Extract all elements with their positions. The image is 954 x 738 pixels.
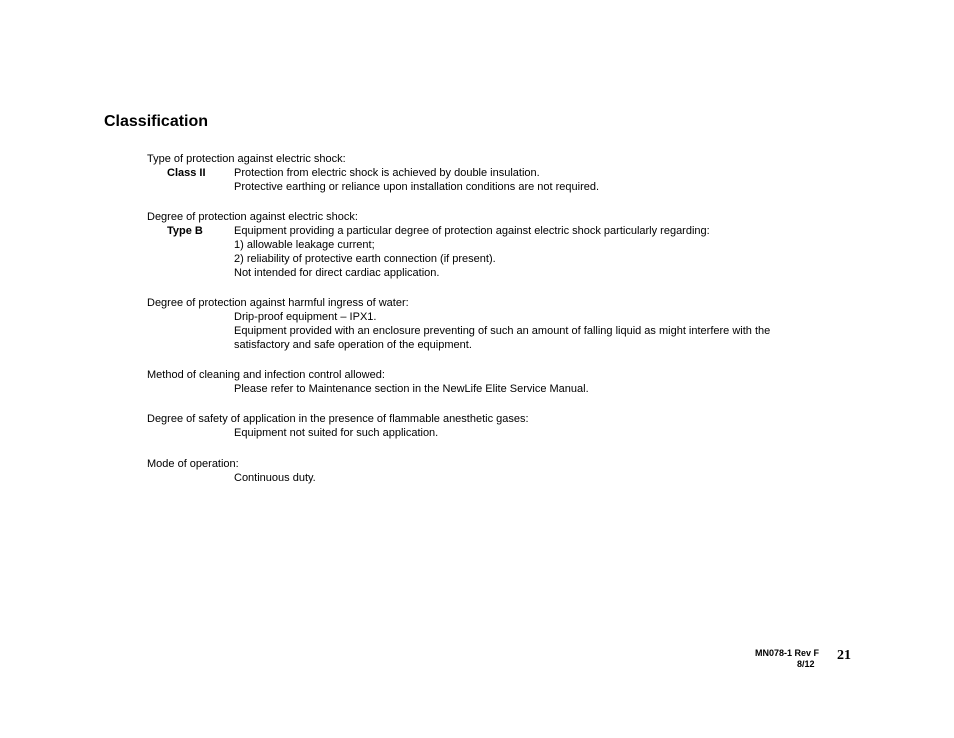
page-number: 21 <box>837 648 851 663</box>
protection-class-label: Class II <box>167 167 206 179</box>
protection-class-detail: Protective earthing or reliance upon installation conditions are not required. <box>234 181 600 193</box>
cleaning-intro: Method of cleaning and infection control allowed: <box>147 369 385 381</box>
protection-type-detail: 2) reliability of protective earth connection (if present). <box>234 253 496 265</box>
flammable-gases-detail: Equipment not suited for such application. <box>234 427 439 439</box>
protection-type-intro: Type of protection against electric shock: <box>147 153 346 165</box>
protection-type-detail: Not intended for direct cardiac application. <box>234 267 440 279</box>
protection-class-detail: Protection from electric shock is achieved by double insulation. <box>234 167 540 179</box>
protection-type-detail: Equipment providing a particular degree of protection against electric shock particularly regarding: <box>234 225 710 237</box>
cleaning-detail: Please refer to Maintenance section in the NewLife Elite Service Manual. <box>234 383 589 395</box>
protection-type-label: Type B <box>167 225 203 237</box>
section-heading: Classification <box>104 113 209 130</box>
operation-mode-intro: Mode of operation: <box>147 458 239 470</box>
operation-mode-detail: Continuous duty. <box>234 472 316 484</box>
water-ingress-detail: satisfactory and safe operation of the equipment. <box>234 339 472 351</box>
protection-type-detail: 1) allowable leakage current; <box>234 239 375 251</box>
protection-degree-intro: Degree of protection against electric shock: <box>147 211 358 223</box>
water-ingress-intro: Degree of protection against harmful ingress of water: <box>147 297 409 309</box>
document-code: MN078-1 Rev F <box>755 648 820 658</box>
revision-date: 8/12 <box>797 659 815 669</box>
water-ingress-detail: Equipment provided with an enclosure preventing of such an amount of falling liquid as might interfere with the <box>234 325 771 337</box>
flammable-gases-intro: Degree of safety of application in the presence of flammable anesthetic gases: <box>147 413 529 425</box>
water-ingress-detail: Drip-proof equipment – IPX1. <box>234 311 377 323</box>
